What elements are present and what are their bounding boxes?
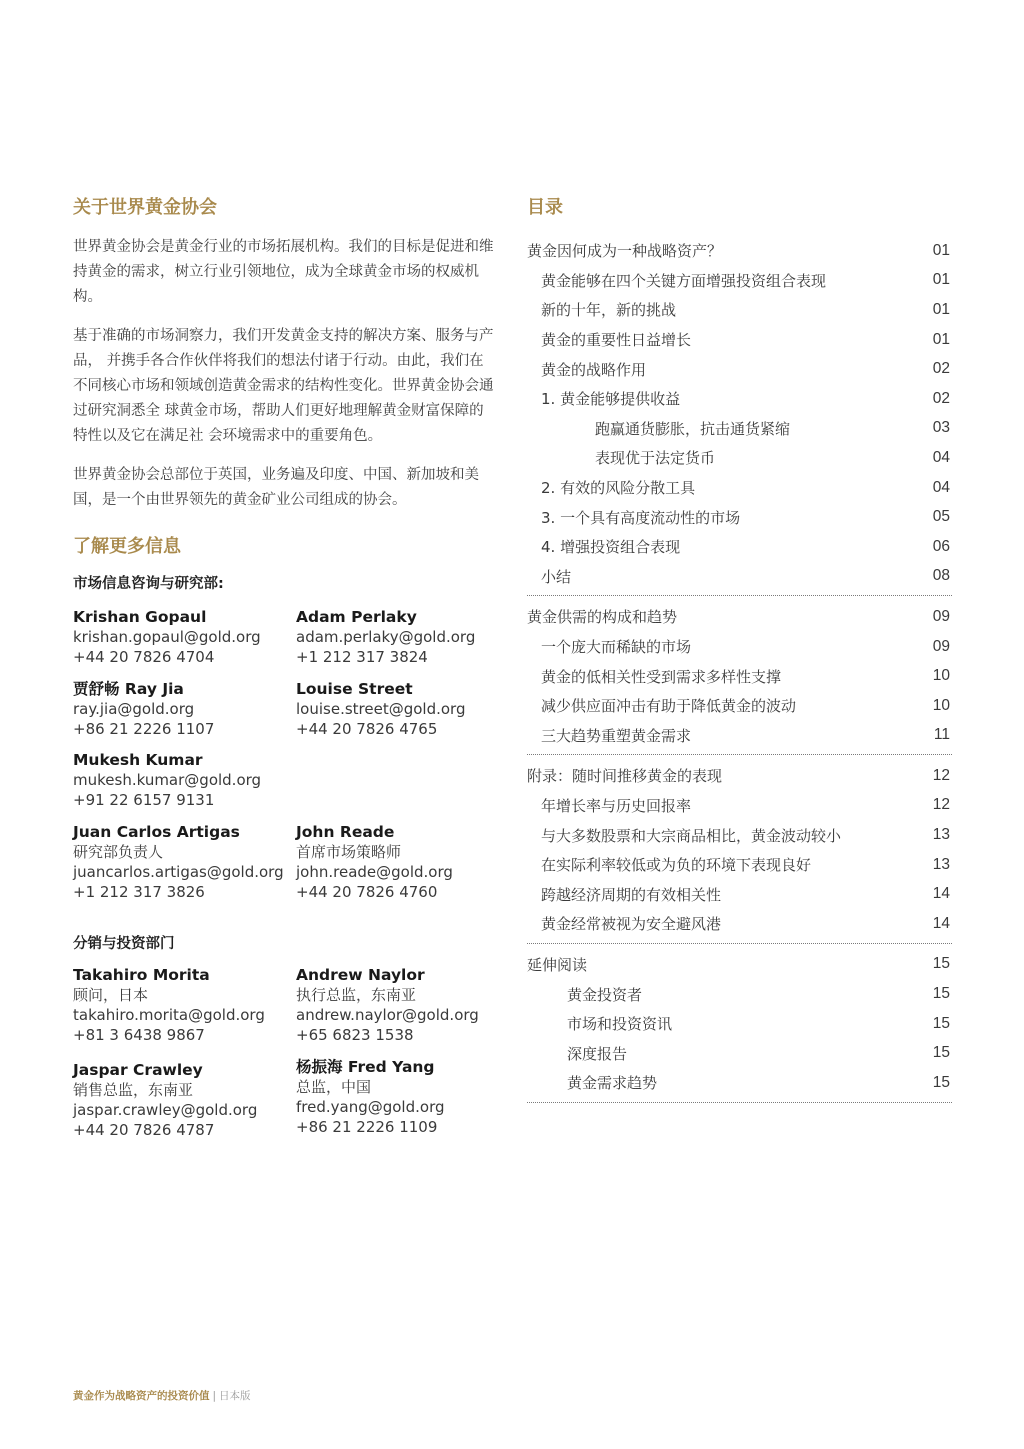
distribution-contacts [73,965,503,1165]
toc-page-number: 12 [932,796,950,814]
page-footer [73,1388,251,1403]
more-info-title: 了解更多信息 [73,536,181,557]
toc-page-number: 15 [932,1014,950,1032]
contact-card [296,822,453,902]
toc-page-number: 04 [932,448,950,466]
toc-page-number: 15 [932,1073,950,1091]
contact-name: 贾舒畅 Ray Jia [73,680,184,698]
contact-name: Jaspar Crawley [73,1061,203,1079]
contact-name: John Reade [296,823,395,841]
contact-email[interactable]: fred.yang@gold.org [296,1098,445,1116]
contact-card [73,607,261,667]
contact-email[interactable]: juancarlos.artigas@gold.org [73,863,284,881]
toc-entry[interactable] [527,325,952,355]
toc-entry-label: 黄金经常被视为安全避风港 [541,915,722,934]
toc-page-number: 06 [932,537,950,555]
contact-card [296,1057,445,1137]
toc-entry[interactable] [527,266,952,296]
toc-entry-label: 附录：随时间推移黄金的表现 [527,767,723,786]
contact-email[interactable]: ray.jia@gold.org [73,700,195,718]
toc-page-number: 15 [932,1044,950,1062]
toc-page-number: 14 [932,914,950,932]
contact-email[interactable]: john.reade@gold.org [296,863,453,881]
toc-entry[interactable] [527,1038,952,1068]
contact-card [73,822,284,902]
toc-entry[interactable] [527,602,952,632]
toc-entry-label: 跨越经济周期的有效相关性 [541,885,722,904]
toc-entry-label: 黄金的低相关性受到需求多样性支撑 [541,667,782,686]
about-paragraph: 世界黄金协会是黄金行业的市场拓展机构。我们的目标是促进和维持黄金的需求，树立行业引领地位，成为全球黄金市场的权威机构。 [73,239,494,305]
contact-phone: +1 212 317 3826 [73,883,205,901]
contact-phone: +81 3 6438 9867 [73,1026,205,1044]
contact-name: Adam Perlaky [296,608,417,626]
toc-entry[interactable] [527,661,952,691]
contact-card [73,679,214,739]
toc-entry[interactable] [527,502,952,532]
toc-entry[interactable] [527,979,952,1009]
contact-email[interactable]: adam.perlaky@gold.org [296,628,476,646]
contact-card [296,965,479,1045]
contact-phone: +65 6823 1538 [296,1026,414,1044]
toc-section [527,236,952,596]
toc-page-number: 02 [932,360,950,378]
contact-phone: +91 22 6157 9131 [73,791,215,809]
contact-name: Louise Street [296,680,413,698]
toc-entry-label: 延伸阅读 [527,955,588,974]
toc-entry-label: 1. 黄金能够提供收益 [541,390,681,409]
toc-entry[interactable] [527,791,952,821]
contact-phone: +86 21 2226 1107 [73,720,215,738]
toc-page-number: 01 [932,330,950,348]
toc-entry[interactable] [527,354,952,384]
toc-entry[interactable] [527,1068,952,1098]
contact-phone: +1 212 317 3824 [296,648,428,666]
toc-entry[interactable] [527,850,952,880]
toc-page-number: 13 [932,826,950,844]
toc-page-number: 05 [932,508,950,526]
toc-entry[interactable] [527,532,952,562]
contact-name: Krishan Gopaul [73,608,207,626]
toc-entry-label: 在实际利率较低或为负的环境下表现良好 [541,856,812,875]
toc-entry[interactable] [527,691,952,721]
contact-email[interactable]: andrew.naylor@gold.org [296,1006,479,1024]
toc-entry[interactable] [527,236,952,266]
research-heading: 市场信息咨询与研究部: [73,576,224,592]
toc-entry[interactable] [527,820,952,850]
contact-role: 销售总监，东南亚 [73,1081,194,1099]
distribution-heading: 分销与投资部门 [73,936,175,952]
toc-entry[interactable] [527,295,952,325]
contact-name: Andrew Naylor [296,966,425,984]
toc-entry-label: 市场和投资资讯 [567,1015,673,1034]
footer-edition: 日本版 [219,1390,251,1402]
contact-role: 总监，中国 [296,1078,372,1096]
toc-entry[interactable] [527,950,952,980]
toc-entry-label: 黄金因何成为一种战略资产？ [527,242,723,261]
toc-page-number: 10 [932,696,950,714]
toc-entry[interactable] [527,1009,952,1039]
toc-page-number: 01 [932,241,950,259]
footer-separator: | [212,1390,217,1402]
left-column [73,194,498,1165]
toc-entry[interactable] [527,909,952,939]
toc-page-number: 01 [932,271,950,289]
toc-entry-label: 一个庞大而稀缺的市场 [541,638,692,657]
contact-phone: +44 20 7826 4760 [296,883,438,901]
toc-page-number: 04 [932,478,950,496]
toc-page-number: 11 [933,726,950,744]
contact-phone: +44 20 7826 4765 [296,720,438,738]
toc-page-number: 03 [932,419,950,437]
toc-entry-label: 黄金能够在四个关键方面增强投资组合表现 [541,271,827,290]
contact-email[interactable]: jaspar.crawley@gold.org [73,1101,258,1119]
toc-entry-label: 新的十年，新的挑战 [541,301,677,320]
toc-entry[interactable] [527,632,952,662]
contact-card [73,965,265,1045]
toc-entry[interactable] [527,761,952,791]
toc-page-number: 12 [932,766,950,784]
toc-entry-label: 年增长率与历史回报率 [541,796,692,815]
table-of-contents [527,194,952,1109]
toc-entry[interactable] [527,879,952,909]
toc-title: 目录 [527,197,563,218]
contact-email[interactable]: krishan.gopaul@gold.org [73,628,261,646]
toc-entry[interactable] [527,384,952,414]
toc-page-number: 15 [932,985,950,1003]
contact-email[interactable]: louise.street@gold.org [296,700,466,718]
contact-name: 杨振海 Fred Yang [296,1058,435,1076]
toc-entry-label: 跑赢通货膨胀，抗击通货紧缩 [595,419,791,438]
toc-page-number: 14 [932,885,950,903]
contact-role: 首席市场策略师 [296,843,402,861]
contact-card [296,679,465,739]
contact-phone: +86 21 2226 1109 [296,1118,438,1136]
toc-page-number: 09 [932,607,950,625]
toc-section [527,950,952,1103]
toc-entry[interactable] [527,473,952,503]
toc-page-number: 08 [932,567,950,585]
toc-page-number: 10 [932,667,950,685]
footer-title: 黄金作为战略资产的投资价值 [73,1390,210,1402]
about-paragraph: 世界黄金协会总部位于英国，业务遍及印度、中国、新加坡和美国，是一个由世界领先的黄金矿业公司组成的协会。 [73,467,479,508]
toc-entry-label: 深度报告 [567,1044,628,1063]
toc-sections [527,236,952,1103]
toc-entry-label: 4. 增强投资组合表现 [541,538,681,557]
toc-entry[interactable] [527,721,952,751]
contact-name: Juan Carlos Artigas [73,823,240,841]
contact-card [73,1060,257,1140]
contact-name: Mukesh Kumar [73,751,203,769]
about-title: 关于世界黄金协会 [73,197,217,218]
about-paragraph: 基于准确的市场洞察力，我们开发黄金支持的解决方案、服务与产品， 并携手各合作伙伴将我们的想法付诸于行动。由此，我们在不同核心市场和领域创造黄金需求的结构性变化。世界黄金协会通过研究洞悉全 球黄金市场，帮助人们更好地理解黄金财富保障的特性以及它在满足社 会环境需求中的重要角色。 [73,328,494,444]
toc-page-number: 13 [932,855,950,873]
toc-page-number: 15 [932,955,950,973]
toc-entry-label: 2. 有效的风险分散工具 [541,479,696,498]
contact-role: 执行总监，东南亚 [296,986,417,1004]
toc-section [527,761,952,944]
contact-role: 顾问，日本 [73,986,149,1004]
toc-entry-label: 表现优于法定货币 [595,449,716,468]
toc-entry-label: 与大多数股票和大宗商品相比，黄金波动较小 [541,826,842,845]
toc-entry[interactable] [527,414,952,444]
toc-entry-label: 减少供应面冲击有助于降低黄金的波动 [541,697,797,716]
contact-card [73,750,261,810]
toc-entry-label: 黄金需求趋势 [567,1074,658,1093]
toc-entry[interactable] [527,562,952,592]
toc-entry-label: 黄金的战略作用 [541,360,647,379]
toc-entry-label: 小结 [541,567,572,586]
contact-card [296,607,475,667]
contact-role: 研究部负责人 [73,843,164,861]
toc-entry-label: 黄金投资者 [567,985,643,1004]
toc-entry-label: 3. 一个具有高度流动性的市场 [541,508,741,527]
contact-name: Takahiro Morita [73,966,210,984]
toc-page-number: 02 [932,389,950,407]
toc-entry-label: 黄金供需的构成和趋势 [527,608,678,627]
toc-entry[interactable] [527,443,952,473]
contact-email[interactable]: takahiro.morita@gold.org [73,1006,265,1024]
toc-page-number: 01 [932,300,950,318]
toc-section [527,602,952,755]
research-contacts [73,607,503,937]
contact-phone: +44 20 7826 4787 [73,1121,215,1139]
toc-page-number: 09 [932,637,950,655]
toc-entry-label: 黄金的重要性日益增长 [541,331,692,350]
contact-email[interactable]: mukesh.kumar@gold.org [73,771,262,789]
toc-entry-label: 三大趋势重塑黄金需求 [541,726,692,745]
contact-phone: +44 20 7826 4704 [73,648,215,666]
